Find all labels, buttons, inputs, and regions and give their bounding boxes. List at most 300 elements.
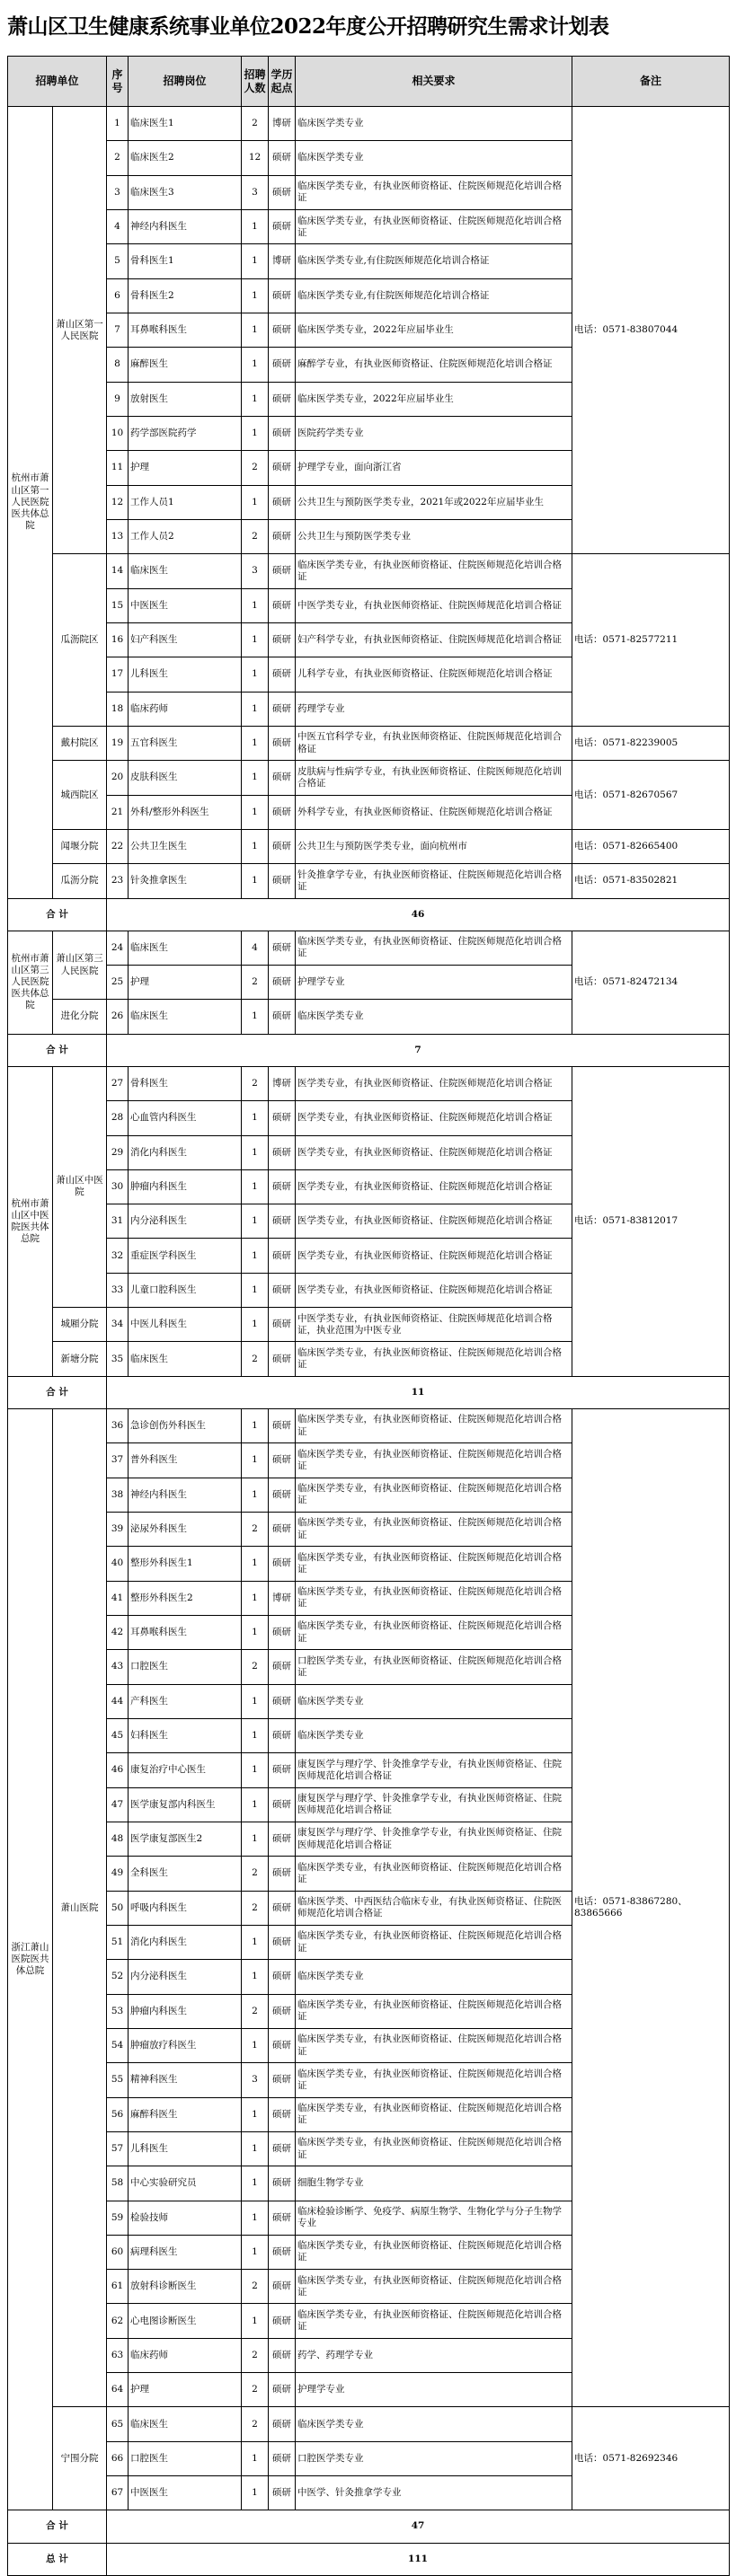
hire-count: 2: [242, 2270, 269, 2304]
table-row: [8, 1066, 730, 1100]
hire-count: 1: [242, 1135, 269, 1169]
remark-phone: 电话：0571-83807044: [572, 107, 730, 554]
row-no: 21: [107, 795, 129, 829]
group-name: 杭州市萧山区中医院医共体总院: [8, 1066, 53, 1376]
hire-count: 1: [242, 348, 269, 382]
position-name: 中心实验研究员: [129, 2166, 242, 2201]
row-no: 15: [107, 588, 129, 622]
education-level: 硕研: [269, 382, 296, 416]
subunit-name: 萧山区中医院: [53, 1066, 107, 1307]
row-no: 55: [107, 2063, 129, 2097]
position-name: 医学康复部内科医生: [129, 1787, 242, 1822]
requirements: 临床医学类专业，有执业医师资格证、住院医师规范化培训合格证: [296, 2097, 572, 2131]
row-no: 6: [107, 278, 129, 313]
hire-count: 1: [242, 278, 269, 313]
position-name: 临床医生: [129, 554, 242, 588]
position-name: 中医医生: [129, 2476, 242, 2510]
requirements: 临床医学类专业: [296, 107, 572, 141]
page-title: 萧山区卫生健康系统事业单位2022年度公开招聘研究生需求计划表: [7, 14, 609, 39]
row-no: 36: [107, 1408, 129, 1442]
position-name: 儿科医生: [129, 657, 242, 692]
education-level: 硕研: [269, 1547, 296, 1581]
education-level: 硕研: [269, 1857, 296, 1891]
hire-count: 1: [242, 1273, 269, 1307]
requirements: 临床医学类专业，有执业医师资格证、住院医师规范化培训合格证: [296, 2131, 572, 2166]
row-no: 32: [107, 1239, 129, 1273]
header-no: 序号: [107, 57, 129, 107]
requirements: 康复医学与理疗学、针灸推拿学专业，有执业医师资格证、住院医师规范化培训合格证: [296, 1787, 572, 1822]
row-no: 65: [107, 2407, 129, 2441]
requirements: 康复医学与理疗学、针灸推拿学专业，有执业医师资格证、住院医师规范化培训合格证: [296, 1753, 572, 1787]
subtotal-value: 7: [107, 1034, 730, 1066]
education-level: 硕研: [269, 1994, 296, 2028]
education-level: 硕研: [269, 1615, 296, 1649]
education-level: 硕研: [269, 2097, 296, 2131]
hire-count: 1: [242, 382, 269, 416]
subtotal-value: 47: [107, 2510, 730, 2543]
position-name: 重症医学科医生: [129, 1239, 242, 1273]
position-name: 中医医生: [129, 588, 242, 622]
requirements: 公共卫生与预防医学类专业，面向杭州市: [296, 829, 572, 863]
hire-count: 1: [242, 2131, 269, 2166]
position-name: 临床药师: [129, 692, 242, 726]
hire-count: 1: [242, 1547, 269, 1581]
total-label: 总 计: [8, 2543, 107, 2575]
requirements: 儿科学专业，有执业医师资格证、住院医师规范化培训合格证: [296, 657, 572, 692]
subunit-name: 城厢分院: [53, 1308, 107, 1342]
position-name: 放射医生: [129, 382, 242, 416]
requirements: 中医五官科学专业，有执业医师资格证、住院医师规范化培训合格证: [296, 726, 572, 760]
position-name: 肿瘤内科医生: [129, 1994, 242, 2028]
position-name: 精神科医生: [129, 2063, 242, 2097]
education-level: 硕研: [269, 966, 296, 1000]
hire-count: 2: [242, 2338, 269, 2372]
hire-count: 1: [242, 313, 269, 347]
row-no: 2: [107, 141, 129, 175]
education-level: 硕研: [269, 1787, 296, 1822]
position-name: 妇产科医生: [129, 622, 242, 657]
requirements: 临床医学类专业，有执业医师资格证、住院医师规范化培训合格证: [296, 1342, 572, 1376]
hire-count: 2: [242, 1857, 269, 1891]
header-remark: 备注: [572, 57, 730, 107]
hire-count: 1: [242, 1960, 269, 1994]
position-name: 泌尿外科医生: [129, 1512, 242, 1546]
requirements: 护理学专业: [296, 2373, 572, 2407]
subtotal-value: 46: [107, 898, 730, 931]
row-no: 34: [107, 1308, 129, 1342]
hire-count: 1: [242, 1101, 269, 1135]
education-level: 博研: [269, 1066, 296, 1100]
requirements: 临床医学类专业，有执业医师资格证、住院医师规范化培训合格证: [296, 2270, 572, 2304]
position-name: 药学部医院药学: [129, 416, 242, 450]
education-level: 硕研: [269, 554, 296, 588]
education-level: 硕研: [269, 348, 296, 382]
hire-count: 2: [242, 107, 269, 141]
subtotal-label: 合 计: [8, 1034, 107, 1066]
position-name: 内分泌科医生: [129, 1204, 242, 1239]
position-name: 医学康复部医生2: [129, 1822, 242, 1856]
education-level: 硕研: [269, 1650, 296, 1684]
hire-count: 1: [242, 209, 269, 243]
position-name: 心电图诊断医生: [129, 2304, 242, 2338]
position-name: 外科/整形外科医生: [129, 795, 242, 829]
hire-count: 1: [242, 1787, 269, 1822]
education-level: 博研: [269, 244, 296, 278]
requirements: 临床医学类、中西医结合临床专业，有执业医师资格证、住院医师规范化培训合格证: [296, 1891, 572, 1925]
requirements: 公共卫生与预防医学类专业: [296, 519, 572, 553]
position-name: 临床药师: [129, 2338, 242, 2372]
requirements: 中医学、针灸推拿学专业: [296, 2476, 572, 2510]
hire-count: 12: [242, 141, 269, 175]
row-no: 19: [107, 726, 129, 760]
row-no: 59: [107, 2201, 129, 2235]
education-level: 硕研: [269, 795, 296, 829]
table-row: [8, 931, 730, 965]
position-name: 内分泌科医生: [129, 1960, 242, 1994]
education-level: 硕研: [269, 2476, 296, 2510]
education-level: 硕研: [269, 278, 296, 313]
hire-count: 1: [242, 588, 269, 622]
subtotal-value: 11: [107, 1376, 730, 1408]
row-no: 8: [107, 348, 129, 382]
hire-count: 2: [242, 1066, 269, 1100]
row-no: 40: [107, 1547, 129, 1581]
requirements: 公共卫生与预防医学类专业，2021年或2022年应届毕业生: [296, 485, 572, 519]
education-level: 硕研: [269, 2028, 296, 2062]
education-level: 硕研: [269, 209, 296, 243]
header-edu: 学历起点: [269, 57, 296, 107]
position-name: 放射科诊断医生: [129, 2270, 242, 2304]
row-no: 45: [107, 1718, 129, 1752]
subtotal-row: [8, 1376, 730, 1408]
requirements: 医学类专业，有执业医师资格证、住院医师规范化培训合格证: [296, 1239, 572, 1273]
education-level: 硕研: [269, 416, 296, 450]
row-no: 7: [107, 313, 129, 347]
table-row: [8, 1408, 730, 1442]
education-level: 硕研: [269, 692, 296, 726]
hire-count: 1: [242, 622, 269, 657]
requirements: 医学类专业，有执业医师资格证、住院医师规范化培训合格证: [296, 1135, 572, 1169]
position-name: 护理: [129, 2373, 242, 2407]
requirements: 医院药学类专业: [296, 416, 572, 450]
hire-count: 3: [242, 554, 269, 588]
row-no: 4: [107, 209, 129, 243]
position-name: 呼吸内科医生: [129, 1891, 242, 1925]
requirements: 临床医学类专业,有住院医师规范化培训合格证: [296, 244, 572, 278]
education-level: 硕研: [269, 1512, 296, 1546]
hire-count: 1: [242, 1581, 269, 1615]
row-no: 27: [107, 1066, 129, 1100]
group-name: 浙江萧山医院医共体总院: [8, 1408, 53, 2510]
requirements: 医学类专业，有执业医师资格证、住院医师规范化培训合格证: [296, 1169, 572, 1204]
requirements: 临床医学类专业，有执业医师资格证、住院医师规范化培训合格证: [296, 1581, 572, 1615]
requirements: 医学类专业，有执业医师资格证、住院医师规范化培训合格证: [296, 1204, 572, 1239]
education-level: 硕研: [269, 2373, 296, 2407]
hire-count: 1: [242, 2235, 269, 2269]
education-level: 硕研: [269, 1753, 296, 1787]
table-row: [8, 554, 730, 588]
row-no: 5: [107, 244, 129, 278]
position-name: 整形外科医生1: [129, 1547, 242, 1581]
hire-count: 1: [242, 795, 269, 829]
row-no: 18: [107, 692, 129, 726]
requirements: 中医学类专业，有执业医师资格证、住院医师规范化培训合格证: [296, 588, 572, 622]
hire-count: 2: [242, 2373, 269, 2407]
row-no: 26: [107, 1000, 129, 1034]
requirements: 口腔医学类专业，有执业医师资格证、住院医师规范化培训合格证: [296, 1650, 572, 1684]
education-level: 硕研: [269, 141, 296, 175]
row-no: 67: [107, 2476, 129, 2510]
row-no: 64: [107, 2373, 129, 2407]
requirements: 临床医学类专业，有执业医师资格证、住院医师规范化培训合格证: [296, 1857, 572, 1891]
requirements: 临床医学类专业，有执业医师资格证、住院医师规范化培训合格证: [296, 1547, 572, 1581]
requirements: 药学、药理学专业: [296, 2338, 572, 2372]
row-no: 22: [107, 829, 129, 863]
requirements: 临床医学类专业，有执业医师资格证、住院医师规范化培训合格证: [296, 209, 572, 243]
hire-count: 1: [242, 485, 269, 519]
row-no: 25: [107, 966, 129, 1000]
position-name: 康复治疗中心医生: [129, 1753, 242, 1787]
requirements: 妇产科学专业，有执业医师资格证、住院医师规范化培训合格证: [296, 622, 572, 657]
position-name: 临床医生: [129, 2407, 242, 2441]
education-level: 硕研: [269, 2131, 296, 2166]
position-name: 肿瘤内科医生: [129, 1169, 242, 1204]
position-name: 消化内科医生: [129, 1925, 242, 1959]
row-no: 57: [107, 2131, 129, 2166]
requirements: 临床医学类专业，有执业医师资格证、住院医师规范化培训合格证: [296, 1925, 572, 1959]
requirements: 临床医学类专业，2022年应届毕业生: [296, 382, 572, 416]
education-level: 硕研: [269, 1822, 296, 1856]
requirements: 麻醉学专业，有执业医师资格证、住院医师规范化培训合格证: [296, 348, 572, 382]
hire-count: 1: [242, 416, 269, 450]
education-level: 硕研: [269, 1273, 296, 1307]
position-name: 工作人员2: [129, 519, 242, 553]
subtotal-label: 合 计: [8, 2510, 107, 2543]
row-no: 20: [107, 761, 129, 795]
requirements: 中医学类专业，有执业医师资格证、住院医师规范化培训合格证，执业范围为中医专业: [296, 1308, 572, 1342]
requirements: 临床医学类专业: [296, 1718, 572, 1752]
education-level: 硕研: [269, 588, 296, 622]
education-level: 博研: [269, 1581, 296, 1615]
education-level: 硕研: [269, 1308, 296, 1342]
subunit-name: 戴村院区: [53, 726, 107, 760]
requirements: 临床医学类专业: [296, 1960, 572, 1994]
education-level: 硕研: [269, 829, 296, 863]
row-no: 52: [107, 1960, 129, 1994]
requirements: 细胞生物学专业: [296, 2166, 572, 2201]
table-row: [8, 864, 730, 898]
hire-count: 1: [242, 1169, 269, 1204]
position-name: 神经内科医生: [129, 1478, 242, 1512]
hire-count: 1: [242, 1443, 269, 1478]
education-level: 硕研: [269, 313, 296, 347]
education-level: 硕研: [269, 622, 296, 657]
requirements: 临床医学类专业，有执业医师资格证、住院医师规范化培训合格证: [296, 931, 572, 965]
row-no: 29: [107, 1135, 129, 1169]
requirements: 临床医学类专业，有执业医师资格证、住院医师规范化培训合格证: [296, 2063, 572, 2097]
education-level: 硕研: [269, 1443, 296, 1478]
position-name: 皮肤科医生: [129, 761, 242, 795]
hire-count: 2: [242, 451, 269, 485]
row-no: 16: [107, 622, 129, 657]
hire-count: 4: [242, 931, 269, 965]
table-row: [8, 726, 730, 760]
row-no: 54: [107, 2028, 129, 2062]
row-no: 10: [107, 416, 129, 450]
position-name: 中医儿科医生: [129, 1308, 242, 1342]
education-level: 硕研: [269, 1000, 296, 1034]
position-name: 针灸推拿医生: [129, 864, 242, 898]
hire-count: 1: [242, 1718, 269, 1752]
requirements: 临床医学类专业，有执业医师资格证、住院医师规范化培训合格证: [296, 1408, 572, 1442]
education-level: 硕研: [269, 1925, 296, 1959]
education-level: 硕研: [269, 1169, 296, 1204]
table-row: [8, 761, 730, 795]
hire-count: 1: [242, 2201, 269, 2235]
group-name: 杭州市萧山区第三人民医院医共体总院: [8, 931, 53, 1034]
hire-count: 2: [242, 966, 269, 1000]
row-no: 46: [107, 1753, 129, 1787]
row-no: 48: [107, 1822, 129, 1856]
hire-count: 1: [242, 1204, 269, 1239]
position-name: 耳鼻喉科医生: [129, 1615, 242, 1649]
education-level: 硕研: [269, 1718, 296, 1752]
row-no: 39: [107, 1512, 129, 1546]
requirements: 医学类专业，有执业医师资格证、住院医师规范化培训合格证: [296, 1273, 572, 1307]
row-no: 56: [107, 2097, 129, 2131]
subunit-name: 新塘分院: [53, 1342, 107, 1376]
group-name: 杭州市萧山区第一人民医院医共体总院: [8, 107, 53, 899]
requirements: 医学类专业，有执业医师资格证、住院医师规范化培训合格证: [296, 1066, 572, 1100]
header-count: 招聘人数: [242, 57, 269, 107]
education-level: 硕研: [269, 485, 296, 519]
subunit-name: 闻堰分院: [53, 829, 107, 863]
position-name: 公共卫生医生: [129, 829, 242, 863]
subtotal-label: 合 计: [8, 1376, 107, 1408]
position-name: 急诊创伤外科医生: [129, 1408, 242, 1442]
education-level: 硕研: [269, 1101, 296, 1135]
requirements: 临床医学类专业，有执业医师资格证、住院医师规范化培训合格证: [296, 1443, 572, 1478]
row-no: 62: [107, 2304, 129, 2338]
row-no: 24: [107, 931, 129, 965]
header-position: 招聘岗位: [129, 57, 242, 107]
row-no: 17: [107, 657, 129, 692]
education-level: 硕研: [269, 1478, 296, 1512]
position-name: 麻醉医生: [129, 348, 242, 382]
hire-count: 3: [242, 2063, 269, 2097]
hire-count: 1: [242, 2304, 269, 2338]
hire-count: 1: [242, 244, 269, 278]
hire-count: 1: [242, 2097, 269, 2131]
position-name: 骨科医生1: [129, 244, 242, 278]
row-no: 66: [107, 2441, 129, 2475]
position-name: 病理科医生: [129, 2235, 242, 2269]
education-level: 硕研: [269, 761, 296, 795]
position-name: 临床医生2: [129, 141, 242, 175]
subunit-name: 萧山医院: [53, 1408, 107, 2407]
requirements: 临床医学类专业，有执业医师资格证、住院医师规范化培训合格证: [296, 1615, 572, 1649]
education-level: 硕研: [269, 2166, 296, 2201]
position-name: 临床医生3: [129, 175, 242, 209]
subunit-name: 城西院区: [53, 761, 107, 830]
requirements: 临床医学类专业，有执业医师资格证、住院医师规范化培训合格证: [296, 2028, 572, 2062]
requirements: 药理学专业: [296, 692, 572, 726]
requirements: 临床医学类专业，有执业医师资格证、住院医师规范化培训合格证: [296, 1478, 572, 1512]
hire-count: 1: [242, 1753, 269, 1787]
hire-count: 2: [242, 1512, 269, 1546]
row-no: 13: [107, 519, 129, 553]
hire-count: 1: [242, 1615, 269, 1649]
education-level: 硕研: [269, 2235, 296, 2269]
education-level: 硕研: [269, 2338, 296, 2372]
position-name: 麻醉科医生: [129, 2097, 242, 2131]
hire-count: 2: [242, 519, 269, 553]
header-requirements: 相关要求: [296, 57, 572, 107]
position-name: 消化内科医生: [129, 1135, 242, 1169]
position-name: 神经内科医生: [129, 209, 242, 243]
row-no: 44: [107, 1684, 129, 1718]
education-level: 硕研: [269, 931, 296, 965]
row-no: 38: [107, 1478, 129, 1512]
remark-phone: 电话：0571-82665400: [572, 829, 730, 863]
position-name: 五官科医生: [129, 726, 242, 760]
row-no: 60: [107, 2235, 129, 2269]
row-no: 47: [107, 1787, 129, 1822]
hire-count: 1: [242, 2476, 269, 2510]
position-name: 口腔医生: [129, 2441, 242, 2475]
row-no: 28: [107, 1101, 129, 1135]
row-no: 63: [107, 2338, 129, 2372]
requirements: 临床医学类专业，有执业医师资格证、住院医师规范化培训合格证: [296, 2304, 572, 2338]
remark-phone: 电话：0571-83867280、83865666: [572, 1408, 730, 2407]
remark-phone: 电话：0571-83502821: [572, 864, 730, 898]
row-no: 50: [107, 1891, 129, 1925]
education-level: 硕研: [269, 1204, 296, 1239]
subtotal-label: 合 计: [8, 898, 107, 931]
subtotal-row: [8, 898, 730, 931]
position-name: 儿童口腔科医生: [129, 1273, 242, 1307]
row-no: 51: [107, 1925, 129, 1959]
position-name: 心血管内科医生: [129, 1101, 242, 1135]
requirements: 临床医学类专业: [296, 1684, 572, 1718]
education-level: 硕研: [269, 2441, 296, 2475]
position-name: 产科医生: [129, 1684, 242, 1718]
education-level: 硕研: [269, 2304, 296, 2338]
requirements: 皮肤病与性病学专业，有执业医师资格证、住院医师规范化培训合格证: [296, 761, 572, 795]
position-name: 检验技师: [129, 2201, 242, 2235]
hire-count: 1: [242, 2166, 269, 2201]
requirements: 临床医学类专业，有执业医师资格证、住院医师规范化培训合格证: [296, 175, 572, 209]
position-name: 临床医生: [129, 931, 242, 965]
education-level: 硕研: [269, 1684, 296, 1718]
hire-count: 2: [242, 1342, 269, 1376]
education-level: 博研: [269, 107, 296, 141]
requirements: 临床医学类专业，有执业医师资格证、住院医师规范化培训合格证: [296, 2235, 572, 2269]
requirements: 外科学专业，有执业医师资格证、住院医师规范化培训合格证: [296, 795, 572, 829]
requirements: 康复医学与理疗学、针灸推拿学专业，有执业医师资格证、住院医师规范化培训合格证: [296, 1822, 572, 1856]
education-level: 硕研: [269, 519, 296, 553]
row-no: 30: [107, 1169, 129, 1204]
row-no: 53: [107, 1994, 129, 2028]
hire-count: 1: [242, 1684, 269, 1718]
position-name: 整形外科医生2: [129, 1581, 242, 1615]
position-name: 临床医生: [129, 1342, 242, 1376]
position-name: 骨科医生: [129, 1066, 242, 1100]
position-name: 儿科医生: [129, 2131, 242, 2166]
requirements: 临床医学类专业，有执业医师资格证、住院医师规范化培训合格证: [296, 1994, 572, 2028]
requirements: 临床医学类专业，有执业医师资格证、住院医师规范化培训合格证: [296, 1512, 572, 1546]
subunit-name: 进化分院: [53, 1000, 107, 1034]
